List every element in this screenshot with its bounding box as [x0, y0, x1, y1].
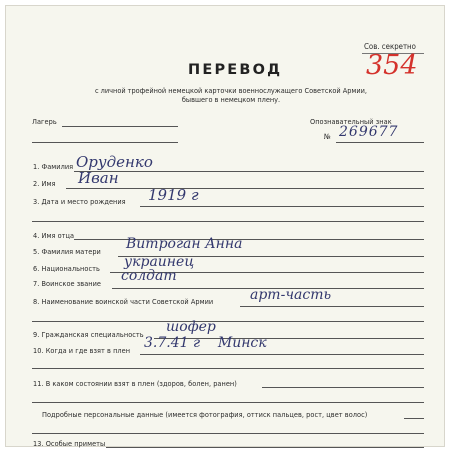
subtitle-line-2: бывшего в немецком плену.	[181, 95, 281, 104]
field-label-unit: 8. Наименование воинской части Советской Армии	[33, 297, 214, 306]
field-label-marks: 13. Особые приметы	[33, 439, 106, 448]
field-label-nationality: 6. Национальность	[33, 264, 100, 273]
field-line-condition-extra	[32, 402, 424, 403]
red-number: 354	[366, 50, 418, 81]
id-sign-label: Опознавательный знак	[310, 117, 392, 126]
field-line-unit	[240, 306, 424, 307]
field-label-birth: 3. Дата и место рождения	[33, 197, 126, 206]
field-line-unit-extra	[32, 321, 424, 322]
field-value-nationality: украинец	[124, 254, 195, 270]
field-line-personal-data-extra	[32, 433, 424, 434]
id-sign-value: 269677	[339, 124, 399, 140]
field-line-birth-extra	[32, 221, 424, 222]
field-value-name: Иван	[78, 169, 119, 187]
field-label-mother: 5. Фамилия матери	[33, 247, 101, 256]
field-label-condition: 11. В каком состоянии взят в плен (здоров, болен, ранен)	[33, 379, 237, 388]
field-label-surname: 1. Фамилия	[33, 162, 74, 171]
field-label-captured: 10. Когда и где взят в плен	[33, 346, 131, 355]
field-line-surname	[74, 171, 424, 172]
secret-mark: Сов. секретно	[364, 42, 416, 51]
field-line-birth	[140, 206, 424, 207]
field-value-rank: солдат	[121, 268, 177, 284]
camp-line-2	[32, 142, 178, 143]
field-line-name	[66, 188, 424, 189]
document-sheet	[6, 6, 444, 446]
field-line-captured	[140, 354, 424, 355]
camp-line-1	[62, 126, 178, 127]
field-line-captured-extra	[32, 368, 424, 369]
id-sign-prefix: №	[324, 132, 331, 141]
subtitle-line-1: с личной трофейной немецкой карточки военнослужащего Советской Армии,	[94, 86, 367, 95]
field-value-profession: шофер	[166, 319, 216, 335]
field-label-rank: 7. Воинское звание	[33, 279, 102, 288]
field-value-mother: Витроган Анна	[126, 236, 243, 252]
field-value-surname: Оруденко	[76, 153, 153, 171]
field-label-profession: 9. Гражданская специальность	[33, 330, 144, 339]
page-title: ПЕРЕВОД	[188, 62, 283, 78]
field-value-unit: арт-часть	[250, 287, 332, 303]
camp-label: Лагерь	[32, 117, 57, 126]
field-label-name: 2. Имя	[33, 179, 56, 188]
field-label-personal-data: Подробные персональные данные (имеется фотография, оттиск пальцев, рост, цвет волос)	[42, 410, 368, 419]
field-line-marks	[106, 447, 424, 448]
field-label-father: 4. Имя отца	[33, 231, 75, 240]
field-value-captured: 3.7.41 г Минск	[144, 335, 267, 351]
field-value-birth: 1919 г	[148, 186, 199, 204]
id-sign-line	[336, 142, 424, 143]
field-line-condition	[262, 387, 424, 388]
field-line-personal-data	[404, 418, 424, 419]
